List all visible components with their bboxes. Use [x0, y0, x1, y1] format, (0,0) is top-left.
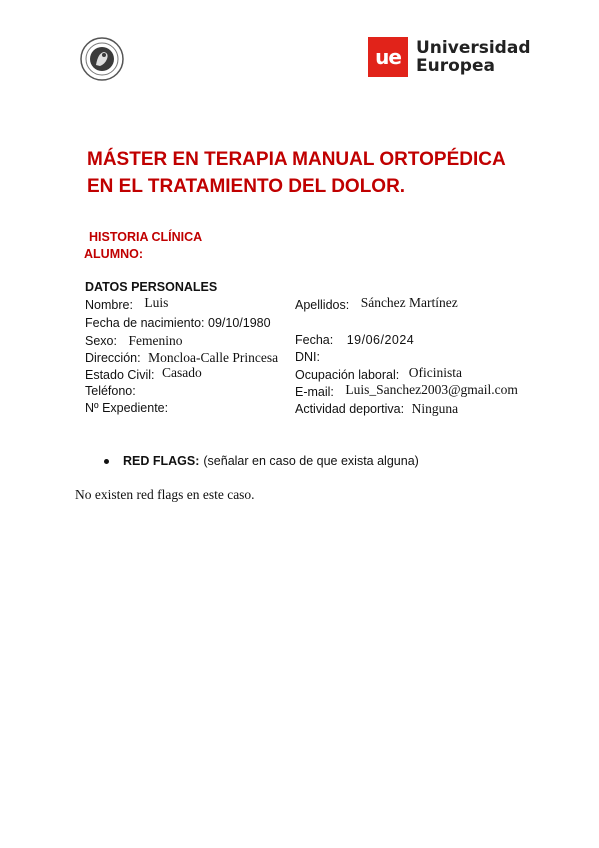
- brand-name: [416, 39, 530, 75]
- email-field: [295, 384, 518, 400]
- direccion-value: Moncloa-Calle Princesa: [148, 350, 279, 365]
- actividad-label: Actividad deportiva:: [295, 402, 405, 416]
- datos-personales-heading: DATOS PERSONALES: [85, 280, 218, 294]
- alumno-label: ALUMNO:: [84, 247, 144, 261]
- nombre-label: Nombre:: [85, 298, 133, 312]
- sexo-label: Sexo:: [85, 334, 117, 348]
- apellidos-field: [295, 297, 458, 313]
- ocupacion-field: [295, 367, 462, 383]
- fecha-field: [295, 333, 414, 347]
- dni-field: [295, 350, 320, 364]
- expediente-label: Nº Expediente:: [85, 401, 169, 415]
- bullet-icon: [104, 459, 109, 464]
- apellidos-label: Apellidos:: [295, 298, 350, 312]
- email-value: Luis_Sanchez2003@gmail.com: [345, 382, 518, 397]
- ocupacion-value: Oficinista: [408, 365, 462, 380]
- fecha-label: Fecha:: [295, 333, 334, 347]
- nacimiento-value: 09/10/1980: [208, 316, 271, 330]
- estado-civil-value: Casado: [161, 365, 202, 380]
- telefono-field: [85, 384, 136, 398]
- red-flags-conclusion: No existen red flags en este caso.: [75, 487, 255, 502]
- estado-civil-field: [85, 367, 202, 383]
- red-flags-note: (señalar en caso de que exista alguna): [203, 454, 419, 468]
- telefono-label: Teléfono:: [85, 384, 136, 398]
- expediente-field: [85, 401, 168, 415]
- brand-line-2: Europea: [416, 56, 495, 76]
- apellidos-value: Sánchez Martínez: [360, 295, 458, 310]
- universidad-europea-logo: [368, 37, 530, 77]
- actividad-field: [295, 401, 458, 417]
- fecha-value: 19/06/2024: [346, 333, 415, 347]
- actividad-value: Ninguna: [411, 401, 459, 416]
- red-flags-label: RED FLAGS:: [123, 454, 200, 468]
- nombre-value: Luis: [144, 295, 169, 310]
- email-label: E-mail:: [295, 385, 334, 399]
- ocupacion-label: Ocupación laboral:: [295, 368, 400, 382]
- sexo-value: Femenino: [128, 333, 183, 348]
- sexo-field: [85, 333, 182, 349]
- direccion-label: Dirección:: [85, 351, 141, 365]
- estado-civil-label: Estado Civil:: [85, 368, 155, 382]
- brand-line-1: Universidad: [416, 38, 531, 58]
- nacimiento-field: [85, 316, 271, 330]
- nacimiento-label: Fecha de nacimiento:: [85, 316, 205, 330]
- historia-clinica-heading: HISTORIA CLÍNICA: [89, 230, 203, 244]
- dni-label: DNI:: [295, 350, 320, 364]
- document-title: MÁSTER EN TERAPIA MANUAL ORTOPÉDICA EN EL TRATAMIENTO DEL DOLOR.: [87, 149, 506, 197]
- direccion-field: [85, 350, 278, 366]
- ue-mark: ue: [368, 37, 408, 77]
- nombre-field: [85, 297, 168, 313]
- red-flags-item: [104, 454, 419, 468]
- university-seal-icon: [80, 37, 124, 81]
